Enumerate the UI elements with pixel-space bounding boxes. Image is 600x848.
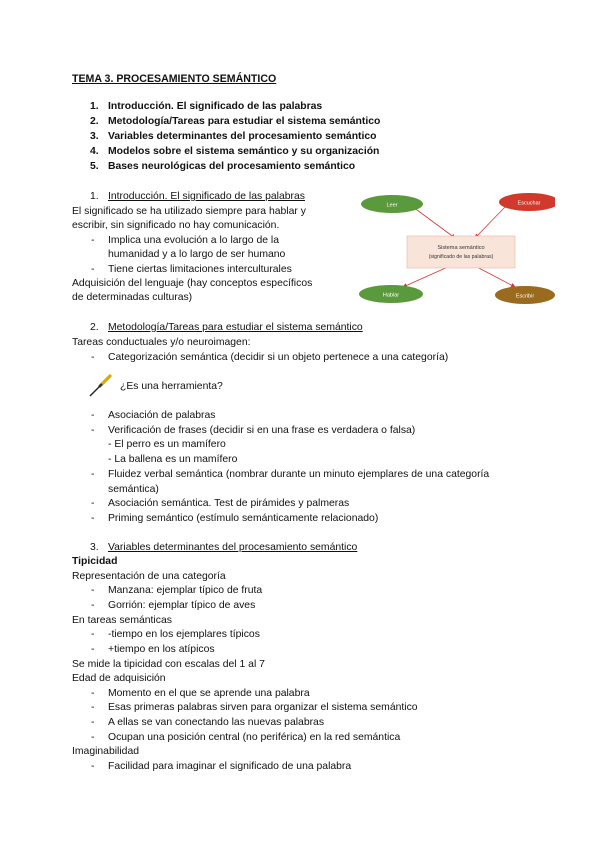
bullet-dash: - [91, 688, 95, 699]
paragraph: Representación de una categoría [72, 571, 226, 582]
paragraph: Imaginabilidad [72, 746, 140, 757]
center-sublabel: (significado de las palabras) [428, 254, 494, 260]
arrow-escuchar [475, 207, 505, 238]
bullet-dash: - [91, 761, 95, 772]
page-title: TEMA 3. PROCESAMIENTO SEMÁNTICO [72, 73, 277, 85]
hablar-label: Hablar [382, 292, 400, 299]
bullet-dash: - [91, 410, 95, 421]
bullet-text: Asociación de palabras [108, 410, 216, 421]
center-box [407, 236, 515, 268]
toc-num: 1. [90, 101, 99, 112]
bullet-dash: - [91, 469, 95, 480]
arrow-hablar [403, 266, 450, 287]
toc-num: 3. [90, 131, 99, 142]
section-2-heading: Metodología/Tareas para estudiar el sistema semántico [108, 322, 363, 333]
example-text: - La ballena es un mamífero [108, 454, 238, 465]
bullet-dash: - [91, 585, 95, 596]
semantic-system-diagram [355, 188, 555, 308]
bullet-text: Facilidad para imaginar el significado de una palabra [108, 761, 352, 772]
toc-num: 4. [90, 146, 99, 157]
paragraph: de determinadas culturas) [72, 292, 193, 303]
bullet-text: Asociación semántica. Test de pirámides y palmeras [108, 498, 350, 509]
toc-num: 2. [90, 116, 99, 127]
section-3-number: 3. [90, 542, 99, 553]
section-2-number: 2. [90, 322, 99, 333]
center-label: Sistema semántico [437, 245, 485, 251]
bullet-text: Categorización semántica (decidir si un objeto pertenece a una categoría) [108, 352, 449, 363]
screwdriver-icon [86, 372, 116, 400]
toc-item: Modelos sobre el sistema semántico y su organización [108, 146, 380, 157]
toc-item: Variables determinantes del procesamiento semántico [108, 131, 377, 142]
paragraph: Adquisición del lenguaje (hay conceptos específicos [72, 278, 313, 289]
section-3-heading: Variables determinantes del procesamiento semántico [108, 542, 358, 553]
bullet-text: Verificación de frases (decidir si en una frase es verdadera o falsa) [108, 425, 416, 436]
bullet-text: Esas primeras palabras sirven para organizar el sistema semántico [108, 702, 418, 713]
paragraph: En tareas semánticas [72, 615, 172, 626]
bullet-text: humanidad y a lo largo de ser humano [108, 249, 286, 260]
bullet-text: Priming semántico (estímulo semánticamente relacionado) [108, 513, 379, 524]
bullet-dash: - [91, 235, 95, 246]
bullet-dash: - [91, 600, 95, 611]
escuchar-label: Escuchar [517, 200, 541, 207]
bullet-text: Fluidez verbal semántica (nombrar durante un minuto ejemplares de una categoría [108, 469, 490, 480]
bullet-text: Ocupan una posición central (no periférica) en la red semántica [108, 732, 401, 743]
question-text: ¿Es una herramienta? [120, 381, 223, 392]
bullet-dash: - [91, 629, 95, 640]
bullet-dash: - [91, 264, 95, 275]
paragraph: Edad de adquisición [72, 673, 166, 684]
paragraph: escribir, sin significado no hay comunicación. [72, 220, 280, 231]
toc-item: Introducción. El significado de las palabras [108, 101, 323, 112]
arrow-leer [413, 207, 455, 238]
section-1-number: 1. [90, 191, 99, 202]
bullet-dash: - [91, 352, 95, 363]
bullet-text: Manzana: ejemplar típico de fruta [108, 585, 263, 596]
bullet-text: Implica una evolución a lo largo de la [108, 235, 279, 246]
paragraph: Se mide la tipicidad con escalas del 1 al 7 [72, 659, 265, 670]
toc-item: Bases neurológicas del procesamiento semántico [108, 161, 356, 172]
example-text: - El perro es un mamífero [108, 439, 226, 450]
escribir-label: Escribir [515, 293, 535, 300]
bullet-text: Momento en el que se aprende una palabra [108, 688, 310, 699]
bullet-text: semántica) [108, 484, 159, 495]
toc-num: 5. [90, 161, 99, 172]
bullet-dash: - [91, 513, 95, 524]
arrow-escribir [475, 266, 515, 287]
subheading: Tipicidad [72, 556, 118, 567]
paragraph: Tareas conductuales y/o neuroimagen: [72, 337, 251, 348]
bullet-dash: - [91, 717, 95, 728]
bullet-text: +tiempo en los atípicos [108, 644, 215, 655]
bullet-dash: - [91, 732, 95, 743]
bullet-text: -tiempo en los ejemplares típicos [108, 629, 260, 640]
bullet-text: A ellas se van conectando las nuevas palabras [108, 717, 325, 728]
bullet-text: Gorrión: ejemplar típico de aves [108, 600, 256, 611]
leer-label: Leer [386, 202, 398, 209]
bullet-dash: - [91, 425, 95, 436]
section-1-heading: Introducción. El significado de las palabras [108, 191, 305, 202]
bullet-text: Tiene ciertas limitaciones interculturales [108, 264, 292, 275]
bullet-dash: - [91, 498, 95, 509]
toc-item: Metodología/Tareas para estudiar el sistema semántico [108, 116, 381, 127]
bullet-dash: - [91, 702, 95, 713]
bullet-dash: - [91, 644, 95, 655]
paragraph: El significado se ha utilizado siempre para hablar y [72, 206, 306, 217]
